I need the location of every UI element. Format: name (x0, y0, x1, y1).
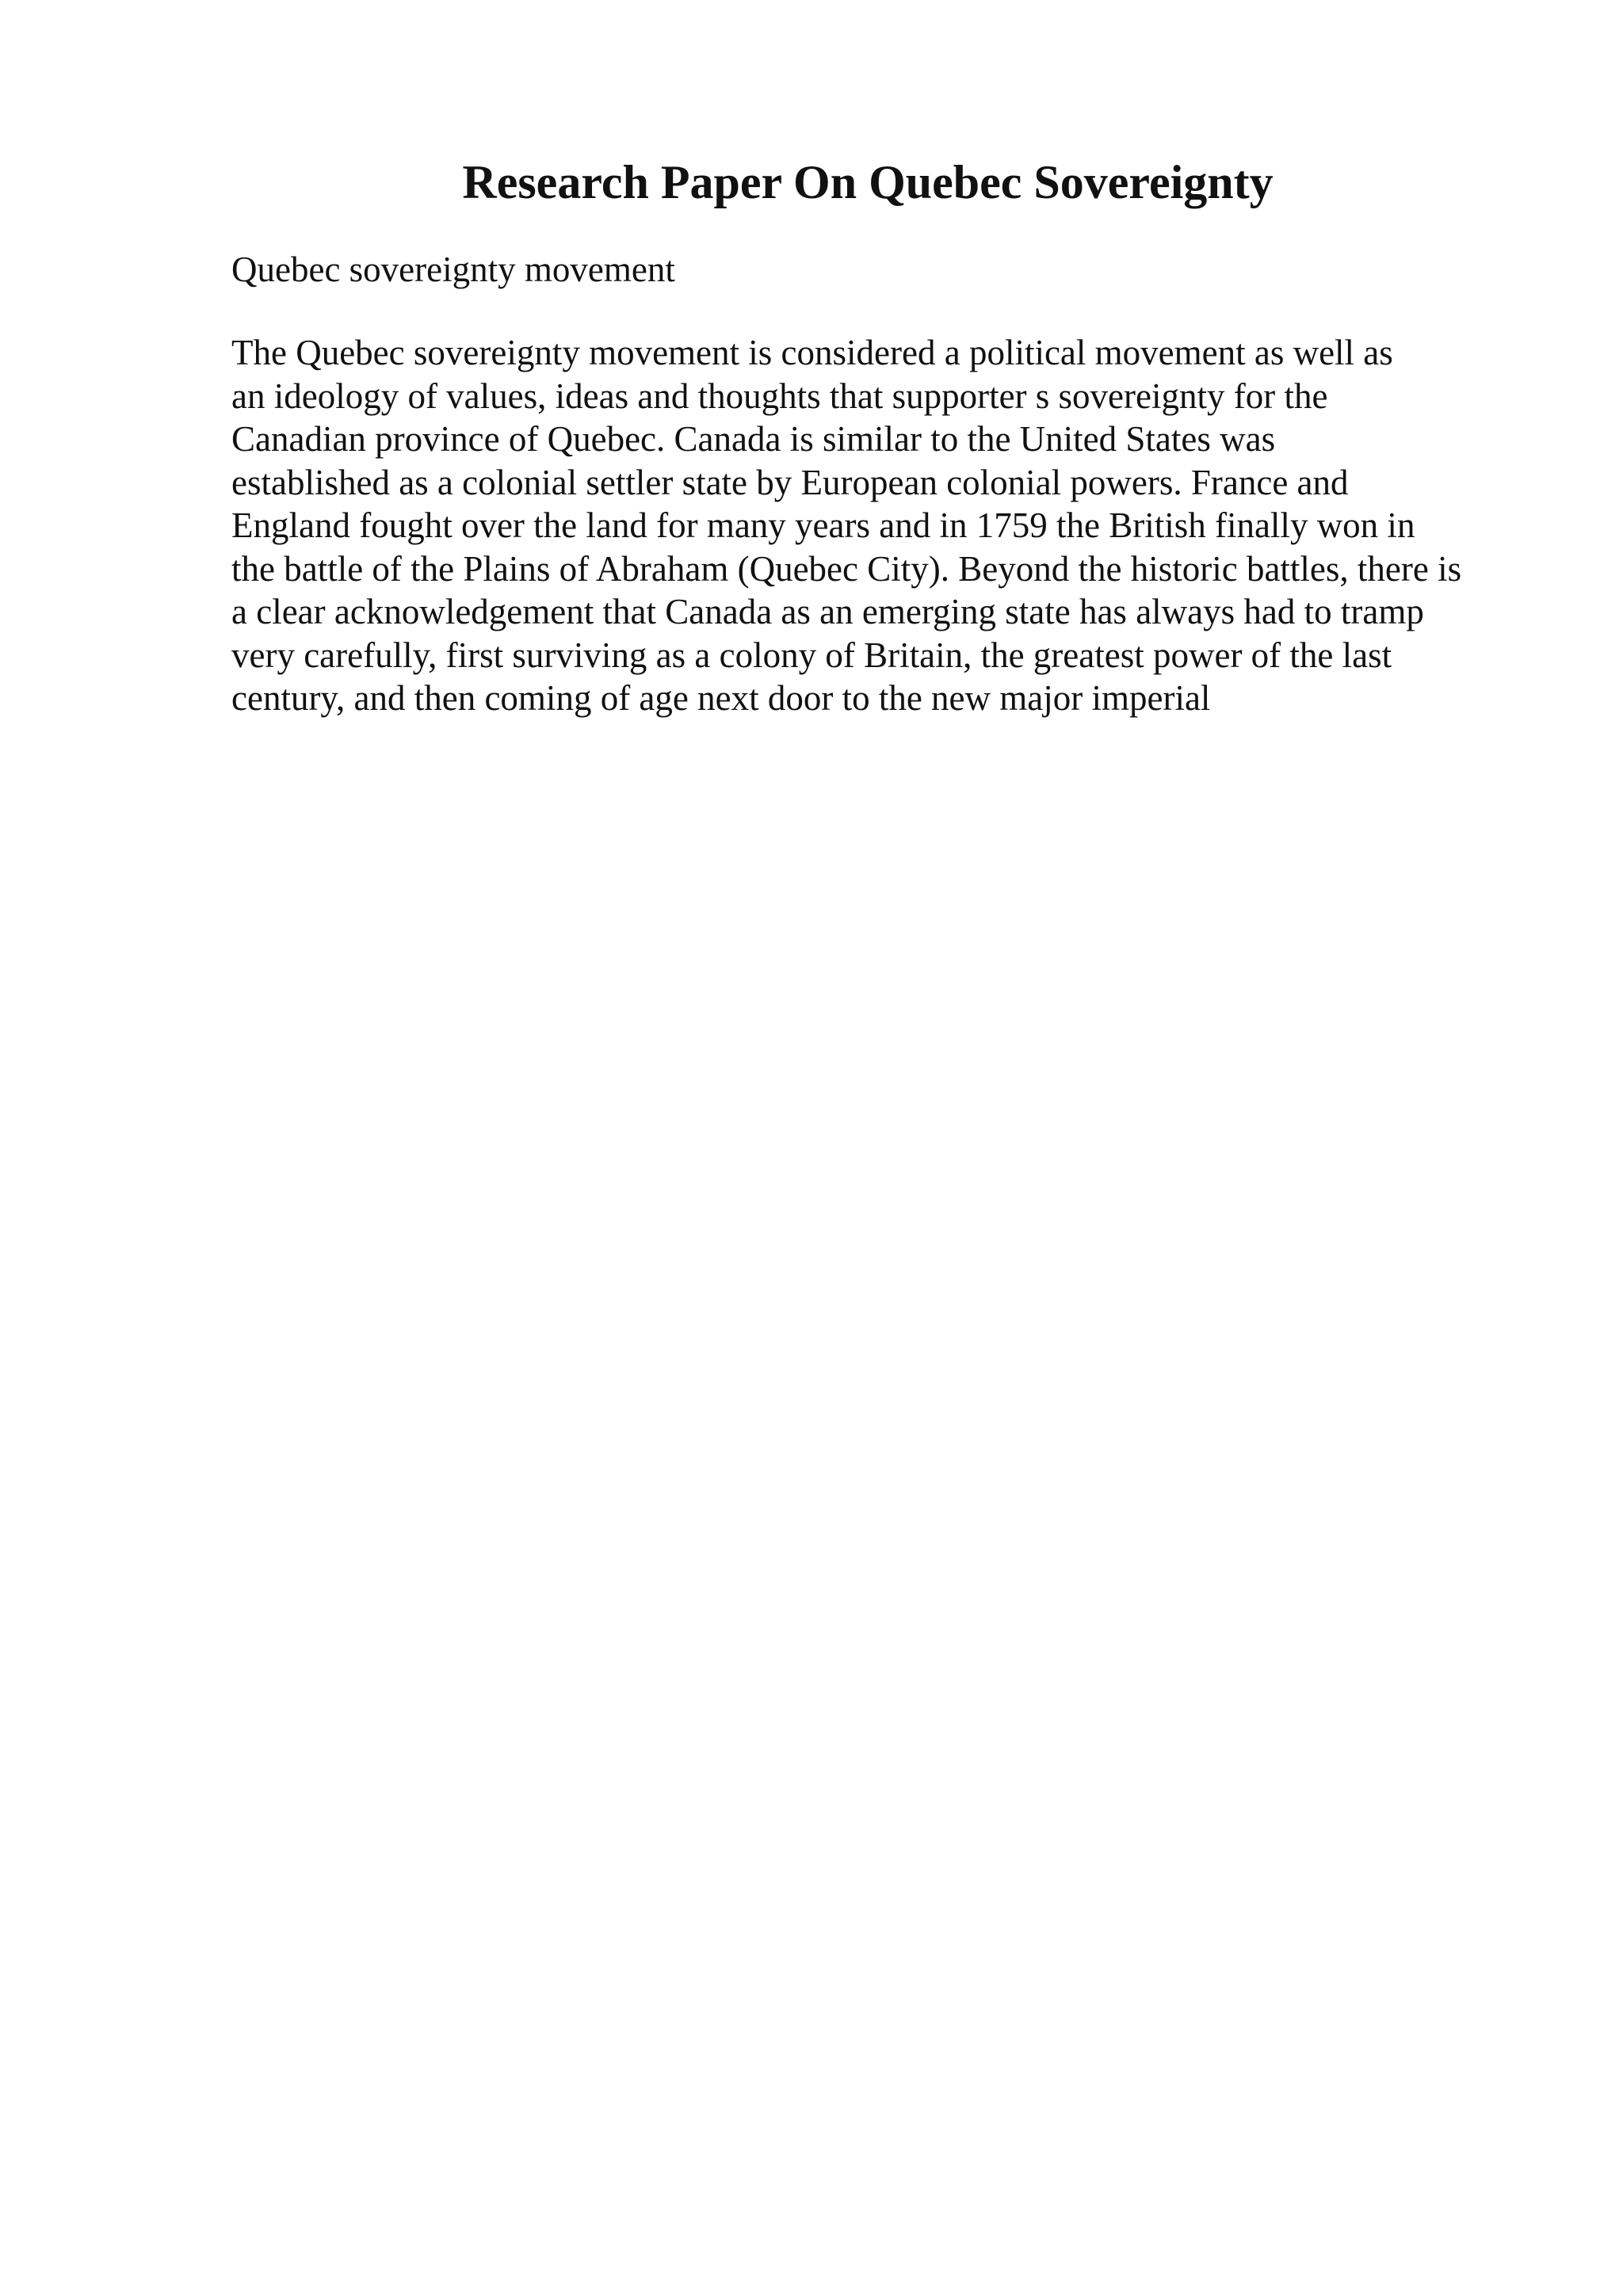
paragraph-line: an ideology of values, ideas and thoughts that supporter s sovereignty for the (231, 376, 1328, 416)
paragraph-line: a clear acknowledgement that Canada as an emerging state has always had to tramp (231, 592, 1424, 631)
paragraph-line: England fought over the land for many years and in 1759 the British finally won in (231, 505, 1415, 545)
paragraph-line: Canadian province of Quebec. Canada is similar to the United States was (231, 419, 1276, 459)
paragraph-line: very carefully, first surviving as a colony of Britain, the greatest power of the last (231, 635, 1392, 675)
document-title: Research Paper On Quebec Sovereignty (462, 156, 1274, 208)
paragraph-line: The Quebec sovereignty movement is considered a political movement as well as (231, 333, 1393, 372)
document-subtitle: Quebec sovereignty movement (231, 250, 675, 289)
paragraph-line: the battle of the Plains of Abraham (Quebec City). Beyond the historic battles, there is (231, 548, 1462, 589)
body-paragraph (231, 331, 1461, 720)
paragraph-line: century, and then coming of age next door to the new major imperial (231, 678, 1211, 718)
paragraph-line: established as a colonial settler state by European colonial powers. France and (231, 462, 1349, 502)
